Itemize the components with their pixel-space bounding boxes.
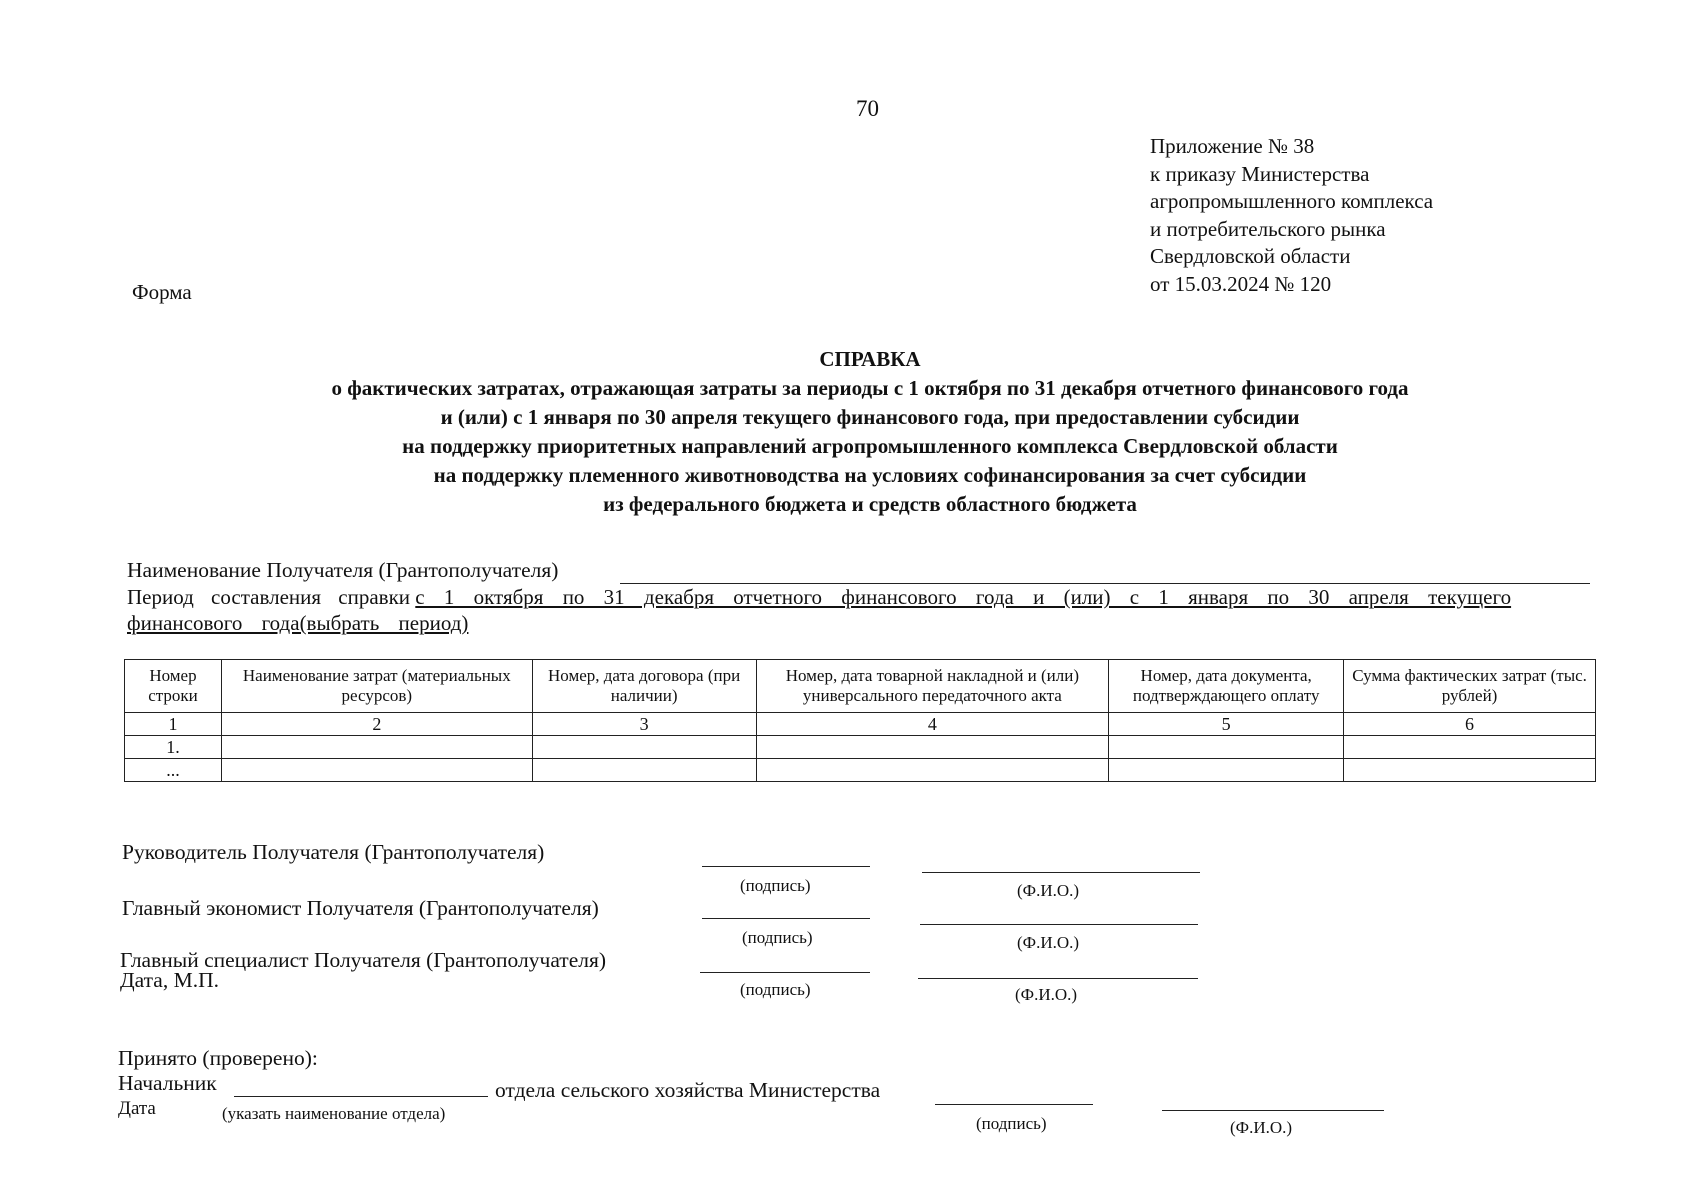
signatory-label-head: Руководитель Получателя (Грантополучателя): [122, 840, 545, 864]
title-line: и (или) с 1 января по 30 апреля текущего финансового года, при предоставлении субсидии: [440, 405, 1300, 429]
table-cell: ...: [125, 759, 222, 782]
table-row: [125, 759, 1596, 782]
table-cell[interactable]: [221, 759, 532, 782]
title-line: на поддержку племенного животноводства на условиях софинансирования за счет субсидии: [433, 463, 1307, 487]
appendix-line: и потребительского рынка: [1150, 216, 1386, 241]
costs-table: [124, 659, 1596, 782]
signature-line[interactable]: [700, 972, 870, 973]
appendix-line: Свердловской области: [1150, 244, 1351, 268]
name-line[interactable]: [918, 978, 1198, 979]
name-line[interactable]: [1162, 1110, 1384, 1111]
table-cell: 1.: [125, 736, 222, 759]
signature-caption: (подпись): [740, 980, 811, 999]
department-caption: (указать наименование отдела): [222, 1104, 446, 1123]
table-cell[interactable]: [1109, 736, 1344, 759]
name-caption: (Ф.И.О.): [1015, 985, 1078, 1004]
form-label: Форма: [132, 280, 192, 304]
acceptance-heading: Принято (проверено):: [118, 1046, 318, 1070]
column-number: 1: [125, 713, 222, 736]
title-line: о фактических затратах, отражающая затраты за периоды с 1 октября по 31 декабря отчетного финансового года: [331, 376, 1409, 400]
col-header-invoice: Номер, дата товарной накладной и (или) универсального передаточного акта: [756, 660, 1109, 713]
document-title: [200, 345, 1540, 519]
table-cell[interactable]: [1344, 759, 1596, 782]
appendix-block: [1150, 133, 1433, 298]
col-header-contract: Номер, дата договора (при наличии): [532, 660, 756, 713]
col-header-actual-sum: Сумма фактических затрат (тыс. рублей): [1344, 660, 1596, 713]
column-number: 6: [1344, 713, 1596, 736]
table-cell[interactable]: [221, 736, 532, 759]
col-header-row-number: Номер строки: [125, 660, 222, 713]
column-number-row: [125, 713, 1596, 736]
signature-caption: (подпись): [976, 1114, 1047, 1133]
name-caption: (Ф.И.О.): [1230, 1118, 1293, 1137]
table-header-row: [125, 660, 1596, 713]
signature-caption: (подпись): [740, 876, 811, 895]
date-stamp-label: Дата, М.П.: [120, 968, 219, 992]
table-cell[interactable]: [532, 736, 756, 759]
signature-line[interactable]: [702, 918, 870, 919]
table-cell[interactable]: [756, 759, 1109, 782]
signature-line[interactable]: [935, 1104, 1093, 1105]
department-text: отдела сельского хозяйства Министерства: [495, 1078, 881, 1102]
signatory-label-specialist: Главный специалист Получателя (Грантополучателя): [120, 948, 607, 972]
name-caption: (Ф.И.О.): [1017, 881, 1080, 900]
recipient-label: Наименование Получателя (Грантополучателя): [127, 558, 559, 582]
appendix-line: от 15.03.2024 № 120: [1150, 271, 1332, 296]
signature-line[interactable]: [702, 866, 870, 867]
appendix-line: к приказу Министерства: [1150, 161, 1370, 186]
name-line[interactable]: [922, 872, 1200, 873]
period-block: [127, 584, 1599, 636]
col-header-cost-name: Наименование затрат (материальных ресурсов): [221, 660, 532, 713]
appendix-line: агропромышленного комплекса: [1150, 189, 1434, 213]
date-label: Дата: [118, 1098, 156, 1119]
table-cell[interactable]: [1344, 736, 1596, 759]
appendix-line: Приложение № 38: [1150, 134, 1315, 158]
column-number: 2: [221, 713, 532, 736]
table-cell[interactable]: [532, 759, 756, 782]
period-label: Период составления справки: [127, 585, 411, 609]
table-row: [125, 736, 1596, 759]
title-line: из федерального бюджета и средств областного бюджета: [603, 492, 1137, 516]
title-main: СПРАВКА: [819, 347, 921, 371]
signature-caption: (подпись): [742, 928, 813, 947]
col-header-payment-doc: Номер, дата документа, подтверждающего оплату: [1109, 660, 1344, 713]
department-line[interactable]: [234, 1096, 488, 1097]
head-label: Начальник: [118, 1071, 217, 1095]
column-number: 5: [1109, 713, 1344, 736]
title-line: на поддержку приоритетных направлений агропромышленного комплекса Свердловской области: [402, 434, 1338, 458]
name-caption: (Ф.И.О.): [1017, 933, 1080, 952]
period-value[interactable]: с 1 октября по 31 декабря отчетного финансового года и (или) с 1 января по 30 апреля текущего финансового года(выбрать период): [127, 585, 1512, 635]
signatory-label-economist: Главный экономист Получателя (Грантополучателя): [122, 896, 599, 920]
page-number: 70: [856, 96, 879, 121]
table-cell[interactable]: [1109, 759, 1344, 782]
table-cell[interactable]: [756, 736, 1109, 759]
name-line[interactable]: [920, 924, 1198, 925]
column-number: 3: [532, 713, 756, 736]
column-number: 4: [756, 713, 1109, 736]
